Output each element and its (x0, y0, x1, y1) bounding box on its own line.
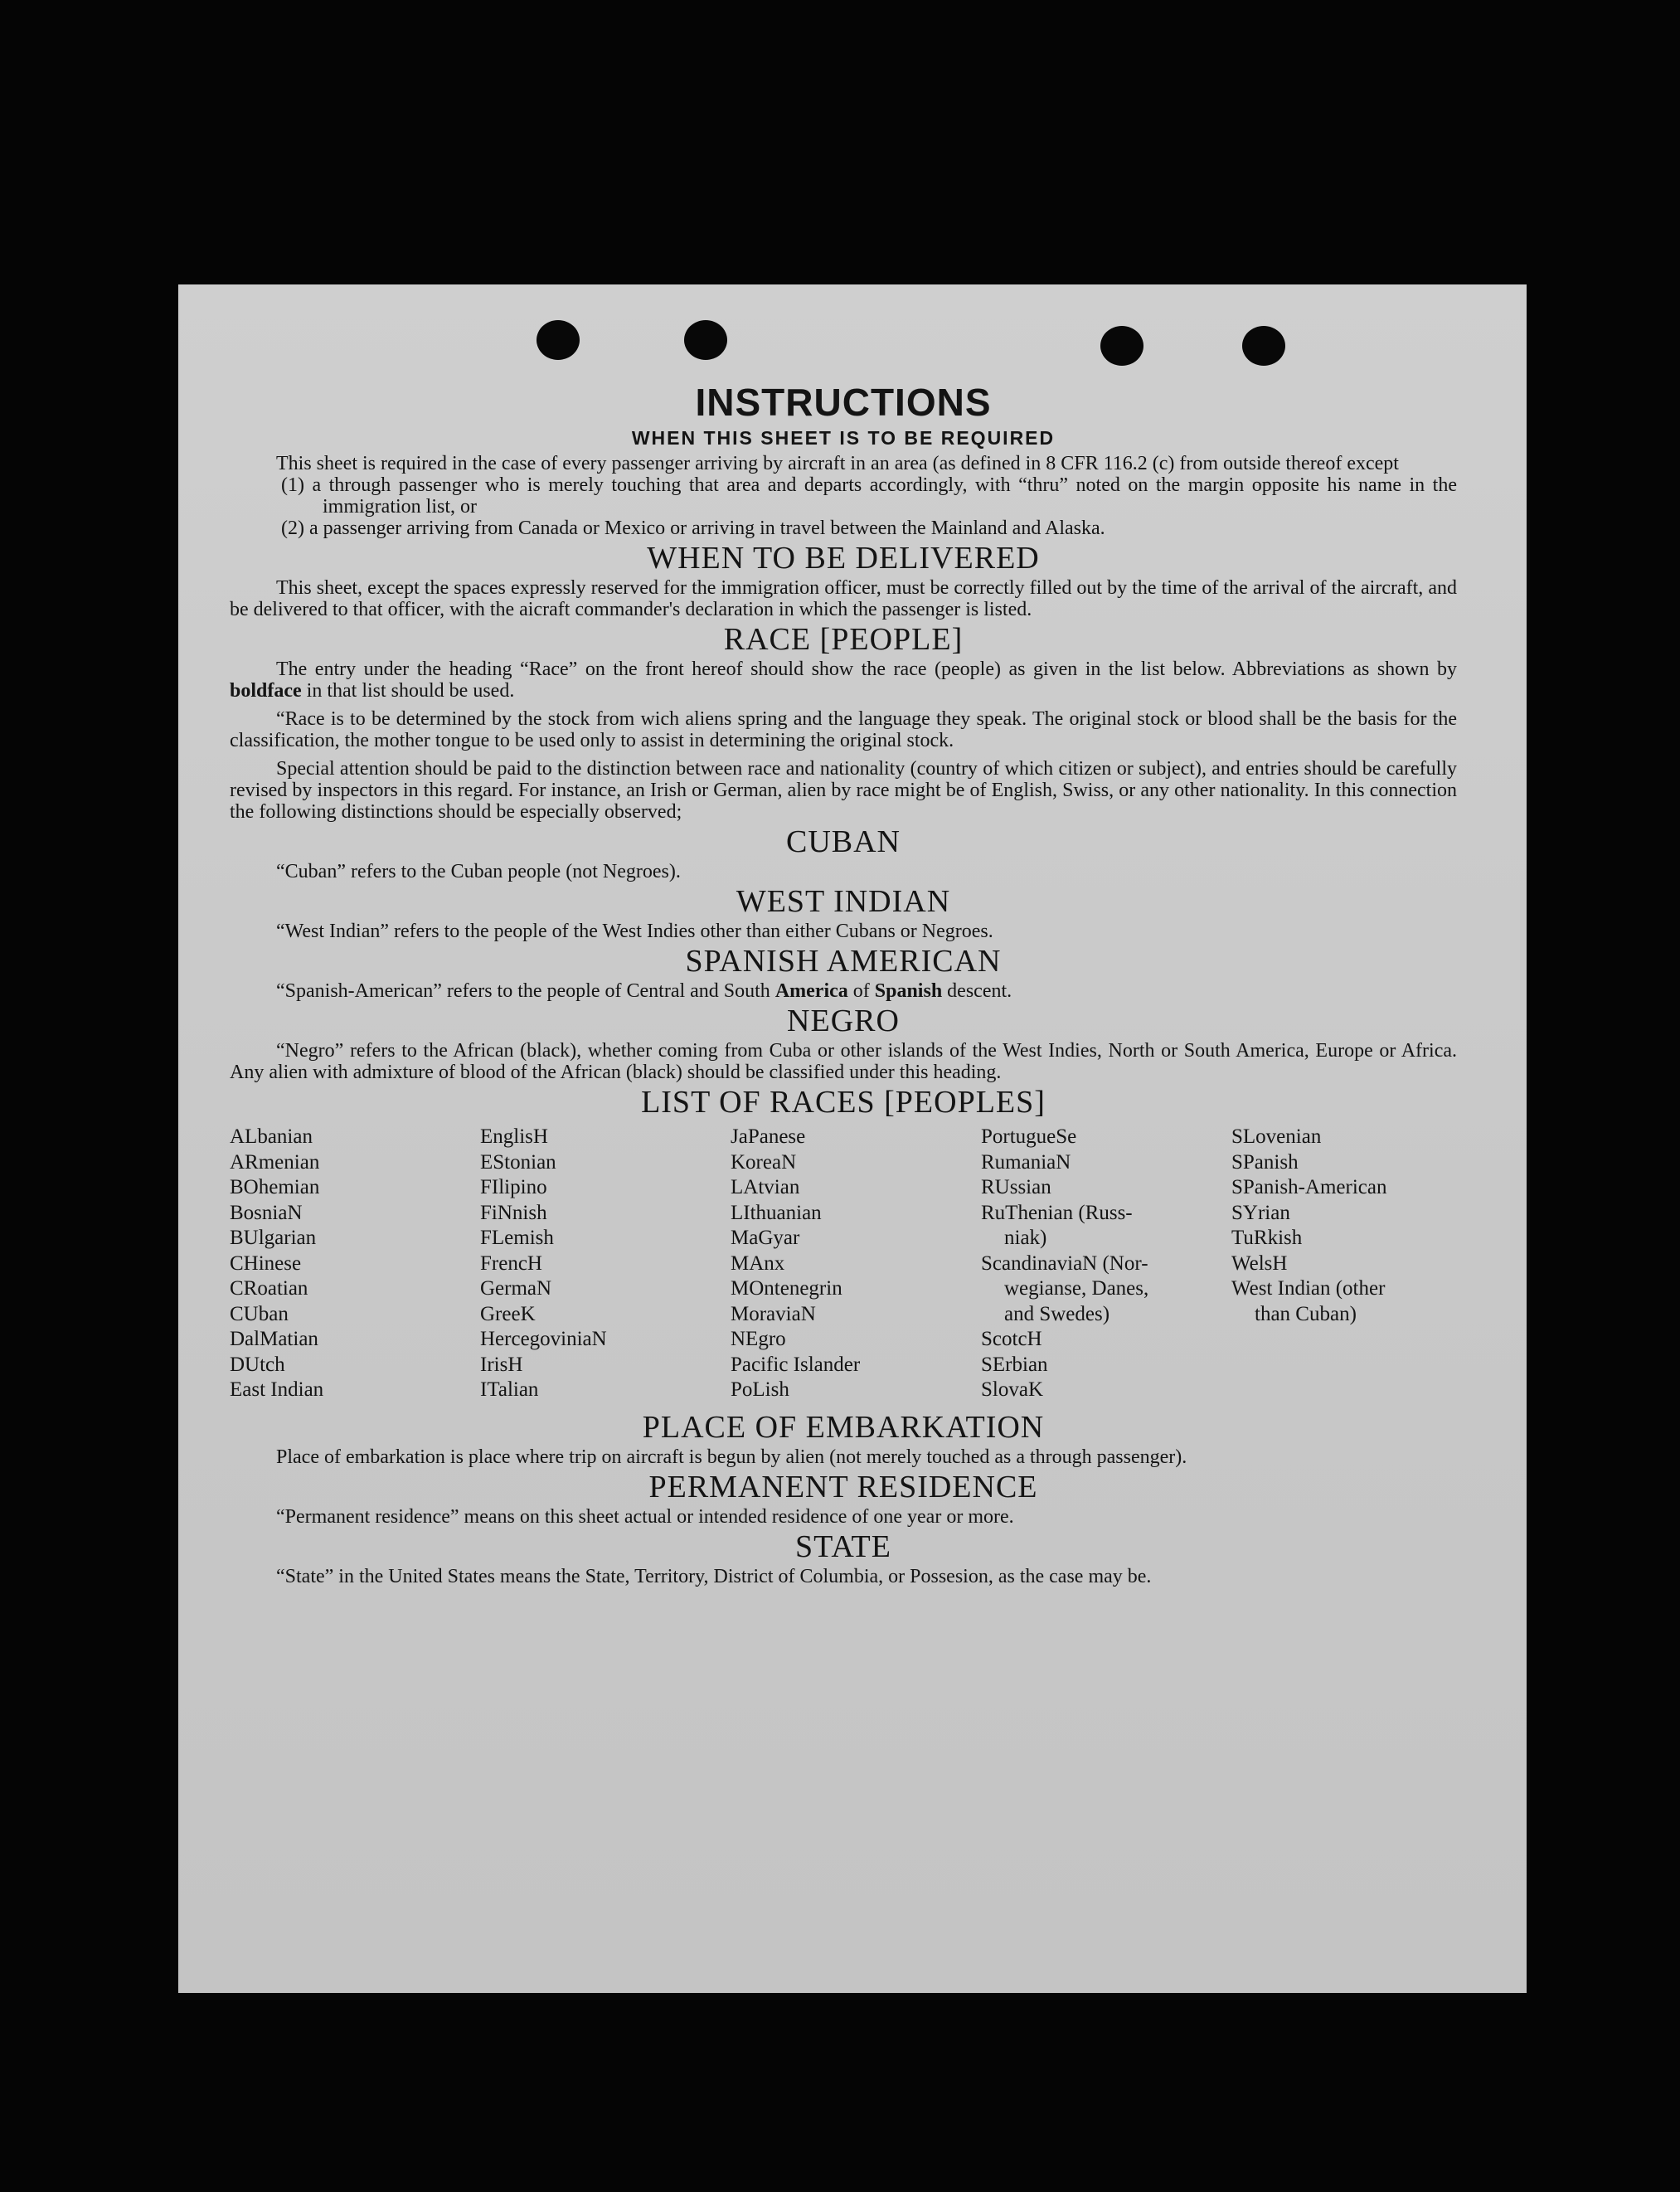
race-item: SLovenian (1231, 1125, 1322, 1148)
cuban-paragraph: “Cuban” refers to the Cuban people (not Negroes). (276, 861, 681, 882)
race-item: NEgro (731, 1328, 786, 1350)
race-item: ITalian (480, 1378, 539, 1401)
race-item: ScandinaviaN (Nor- (981, 1252, 1148, 1275)
race-item: SPanish-American (1231, 1176, 1387, 1198)
race-item: East Indian (230, 1378, 324, 1401)
race-column-4 (981, 1125, 1231, 1403)
sa-text: of (847, 980, 875, 1002)
race-item: TuRkish (1231, 1227, 1303, 1249)
race-item: KoreaN (731, 1150, 797, 1174)
race-item: LAtvian (731, 1176, 800, 1198)
punch-hole (684, 320, 727, 360)
section-heading-state: STATE (795, 1529, 891, 1564)
embarkation-paragraph: Place of embarkation is place where trip on aircraft is begun by alien (not merely touched as a through passenger). (276, 1446, 1187, 1468)
race-item: SErbian (981, 1353, 1048, 1376)
punch-hole (537, 320, 580, 360)
section-heading-race: RACE [PEOPLE] (723, 622, 964, 657)
race-item: GreeK (480, 1302, 536, 1325)
race-item-continuation: than Cuban) (1255, 1302, 1357, 1325)
race-item-continuation: wegianse, Danes, (1004, 1277, 1149, 1300)
race-item: LIthuanian (731, 1201, 822, 1224)
race-item: FIlipino (480, 1176, 547, 1198)
race-list (230, 1125, 1457, 1403)
exception-item: (2) a passenger arriving from Canada or Mexico or arriving in travel between the Mainland and Alaska. (281, 518, 1105, 539)
subtitle: WHEN THIS SHEET IS TO BE REQUIRED (631, 427, 1056, 449)
race-item: CUban (230, 1302, 289, 1325)
race-item: JaPanese (731, 1125, 806, 1148)
sa-bold-word: America (774, 980, 848, 1002)
race-column-1 (230, 1125, 480, 1403)
intro-paragraph: This sheet is required in the case of every passenger arriving by aircraft in an area (as defined in 8 CFR 116.2 (c) from outside thereof except (276, 453, 1399, 474)
race-item: IrisH (480, 1353, 523, 1376)
race-paragraph-3: Special attention should be paid to the distinction between race and nationality (country of which citizen or subject), and entries should be carefully revised by inspectors in this regard. For instance, an Irish or German, alien by race might be of English, Swiss, or any other nationality. In this connection the following distinctions should be especially observed; (230, 758, 1457, 823)
race-item: WelsH (1231, 1252, 1288, 1275)
race-item: CHinese (230, 1252, 302, 1275)
race-item: ALbanian (230, 1125, 313, 1148)
negro-paragraph: “Negro” refers to the African (black), whether coming from Cuba or other islands of the West Indies, North or South America, Europe or Africa. Any alien with admixture of blood of the African (black) should be classified under this heading. (230, 1040, 1457, 1083)
race-column-3 (731, 1125, 981, 1403)
race-paragraph-2: “Race is to be determined by the stock from wich aliens spring and the language they speak. The original stock or blood shall be the basis for the classification, the mother tongue to be used only to assist in determining the original stock. (230, 708, 1457, 751)
race-item: MoraviaN (731, 1302, 816, 1325)
race-item: SYrian (1231, 1201, 1290, 1224)
form-sheet (178, 284, 1527, 1993)
race-column-2 (480, 1125, 731, 1403)
punch-hole (1242, 326, 1285, 366)
punch-hole (1100, 326, 1143, 366)
race-item: BosniaN (230, 1201, 303, 1224)
race-item: MaGyar (731, 1227, 800, 1249)
race-item: EnglisH (480, 1125, 548, 1148)
race-item: MAnx (731, 1252, 785, 1275)
race-item: DalMatian (230, 1328, 318, 1350)
race-item-continuation: niak) (1004, 1227, 1047, 1249)
race-item: ARmenian (230, 1150, 320, 1174)
spanish-american-paragraph (230, 980, 1457, 1002)
race-text: The entry under the heading “Race” on the front hereof should show the race (people) as given in the list below. Abbreviations as shown by (276, 659, 1457, 680)
race-item-continuation: and Swedes) (1004, 1302, 1110, 1325)
state-paragraph: “State” in the United States means the State, Territory, District of Columbia, or Possesion, as the case may be. (276, 1565, 1152, 1587)
race-item: FrencH (480, 1252, 542, 1275)
race-item: FLemish (480, 1227, 554, 1249)
section-heading-west-indian: WEST INDIAN (736, 884, 951, 919)
race-item: RuThenian (Russ- (981, 1201, 1133, 1224)
west-indian-paragraph: “West Indian” refers to the people of the West Indies other than either Cubans or Negroes. (276, 921, 993, 942)
residence-paragraph: “Permanent residence” means on this sheet actual or intended residence of one year or more. (276, 1505, 1014, 1528)
section-heading-spanish-american: SPANISH AMERICAN (685, 944, 1002, 979)
race-column-5 (1231, 1125, 1464, 1403)
race-item: SlovaK (981, 1378, 1043, 1401)
section-heading-list-of-races: LIST OF RACES [PEOPLES] (641, 1085, 1046, 1120)
race-item: Pacific Islander (731, 1353, 861, 1376)
race-item: RUssian (981, 1176, 1051, 1198)
delivered-paragraph: This sheet, except the spaces expressly reserved for the immigration officer, must be correctly filled out by the time of the arrival of the aircraft, and be delivered to that officer, with the aicraft commander's declaration in which the passenger is listed. (230, 577, 1457, 620)
race-item: DUtch (230, 1353, 285, 1376)
exception-item: (1) a through passenger who is merely touching that area and departs accordingly, with “thru” noted on the margin opposite his name in the immigration list, or (281, 474, 1457, 518)
race-item: SPanish (1231, 1150, 1299, 1174)
race-item: FiNnish (480, 1201, 547, 1224)
race-bold-word: boldface (230, 680, 302, 702)
race-text: in that list should be used. (301, 680, 515, 702)
race-item: BOhemian (230, 1176, 320, 1198)
race-item: CRoatian (230, 1277, 308, 1300)
race-item: GermaN (480, 1277, 552, 1300)
sa-bold-word: Spanish (874, 980, 943, 1002)
race-item: BUlgarian (230, 1227, 317, 1249)
page-title: INSTRUCTIONS (695, 381, 992, 424)
race-item: PoLish (731, 1378, 789, 1401)
race-item: HercegoviniaN (480, 1328, 607, 1350)
race-item: West Indian (other (1231, 1277, 1386, 1300)
section-heading-residence: PERMANENT RESIDENCE (648, 1469, 1038, 1504)
race-item: MOntenegrin (731, 1277, 842, 1300)
instructions-body (230, 380, 1457, 1587)
race-item: PortugueSe (981, 1125, 1077, 1148)
section-heading-delivered: WHEN TO BE DELIVERED (647, 541, 1040, 576)
race-item: RumaniaN (981, 1150, 1071, 1174)
race-item: ScotcH (981, 1328, 1042, 1350)
sa-text: “Spanish-American” refers to the people of Central and South (276, 980, 775, 1002)
race-item: EStonian (480, 1150, 556, 1174)
section-heading-cuban: CUBAN (785, 824, 901, 859)
race-paragraph-1 (230, 659, 1457, 702)
section-heading-negro: NEGRO (787, 1004, 900, 1038)
section-heading-embarkation: PLACE OF EMBARKATION (642, 1409, 1045, 1445)
sa-text: descent. (942, 980, 1012, 1002)
